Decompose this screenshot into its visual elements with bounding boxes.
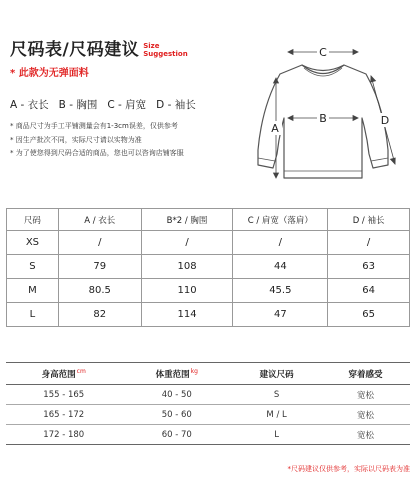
table-row [7, 279, 410, 303]
note-item: * 为了使您得到尺码合适的商品，您也可以咨询店铺客服 [10, 149, 184, 157]
weight-unit: kg [190, 367, 198, 375]
cell-fit-feel: 宽松 [321, 385, 410, 405]
label-c: C [319, 46, 327, 59]
size-table-header-row [7, 209, 410, 231]
height-unit: cm [76, 367, 86, 375]
cell-size: L [7, 303, 59, 327]
header-weight [121, 363, 232, 385]
header-shoulder: C / 肩宽（落肩） [233, 209, 328, 231]
note-item: * 商品尺寸为手工平铺测量会有1-3cm误差，仅供参考 [10, 122, 178, 130]
header-weight-label: 体重范围 [155, 369, 190, 380]
page-title: 尺码表/尺码建议 [10, 40, 140, 60]
cell-shoulder: / [233, 231, 328, 255]
sweater-diagram [238, 38, 408, 188]
title-en-line-2: Suggestion [143, 50, 188, 58]
cell-fit-feel: 宽松 [321, 405, 410, 425]
cell-sleeve: 64 [328, 279, 410, 303]
cell-recommended-size: M / L [232, 405, 321, 425]
cell-height: 165 - 172 [6, 405, 121, 425]
cell-size: M [7, 279, 59, 303]
size-table [6, 208, 410, 327]
label-a: A [271, 122, 279, 135]
header-recommended-size: 建议尺码 [232, 363, 321, 385]
header-chest: B*2 / 胸围 [141, 209, 233, 231]
title-block [10, 40, 188, 60]
title-en-line-1: Size [143, 42, 160, 50]
cell-chest: / [141, 231, 233, 255]
cell-shoulder: 45.5 [233, 279, 328, 303]
header-fit-feel: 穿着感受 [321, 363, 410, 385]
table-row [6, 385, 410, 405]
fabric-note: * 此款为无弹面料 [10, 68, 89, 79]
label-b: B [319, 112, 327, 125]
cell-recommended-size: L [232, 425, 321, 445]
footnote: *尺码建议仅供参考，实际以尺码表为准 [287, 465, 410, 473]
cell-chest: 114 [141, 303, 233, 327]
cell-length: / [58, 231, 141, 255]
cell-length: 79 [58, 255, 141, 279]
cell-length: 82 [58, 303, 141, 327]
cell-chest: 110 [141, 279, 233, 303]
cell-shoulder: 44 [233, 255, 328, 279]
table-row [7, 255, 410, 279]
cell-chest: 108 [141, 255, 233, 279]
header-length: A / 衣长 [58, 209, 141, 231]
cell-fit-feel: 宽松 [321, 425, 410, 445]
header-sleeve: D / 袖长 [328, 209, 410, 231]
cell-sleeve: / [328, 231, 410, 255]
cell-sleeve: 65 [328, 303, 410, 327]
cell-sleeve: 63 [328, 255, 410, 279]
cell-weight: 50 - 60 [121, 405, 232, 425]
measurement-legend: A - 衣长 B - 胸围 C - 肩宽 D - 袖长 [10, 99, 196, 111]
cell-height: 172 - 180 [6, 425, 121, 445]
table-row [7, 231, 410, 255]
sweater-collar [302, 65, 344, 74]
notes-list [10, 121, 250, 162]
cell-weight: 40 - 50 [121, 385, 232, 405]
table-row [7, 303, 410, 327]
header-height [6, 363, 121, 385]
rec-table-header-row [6, 363, 410, 385]
header-height-label: 身高范围 [41, 369, 76, 380]
recommendation-table [6, 362, 410, 445]
cell-recommended-size: S [232, 385, 321, 405]
note-item: * 因生产批次不同，实际尺寸请以实物为准 [10, 135, 142, 144]
cell-size: XS [7, 231, 59, 255]
cell-length: 80.5 [58, 279, 141, 303]
cell-shoulder: 47 [233, 303, 328, 327]
cell-size: S [7, 255, 59, 279]
table-row [6, 405, 410, 425]
cell-height: 155 - 165 [6, 385, 121, 405]
label-d: D [380, 114, 390, 127]
header-size: 尺码 [7, 209, 59, 231]
cell-weight: 60 - 70 [121, 425, 232, 445]
table-row [6, 425, 410, 445]
page-title-english [143, 42, 188, 60]
